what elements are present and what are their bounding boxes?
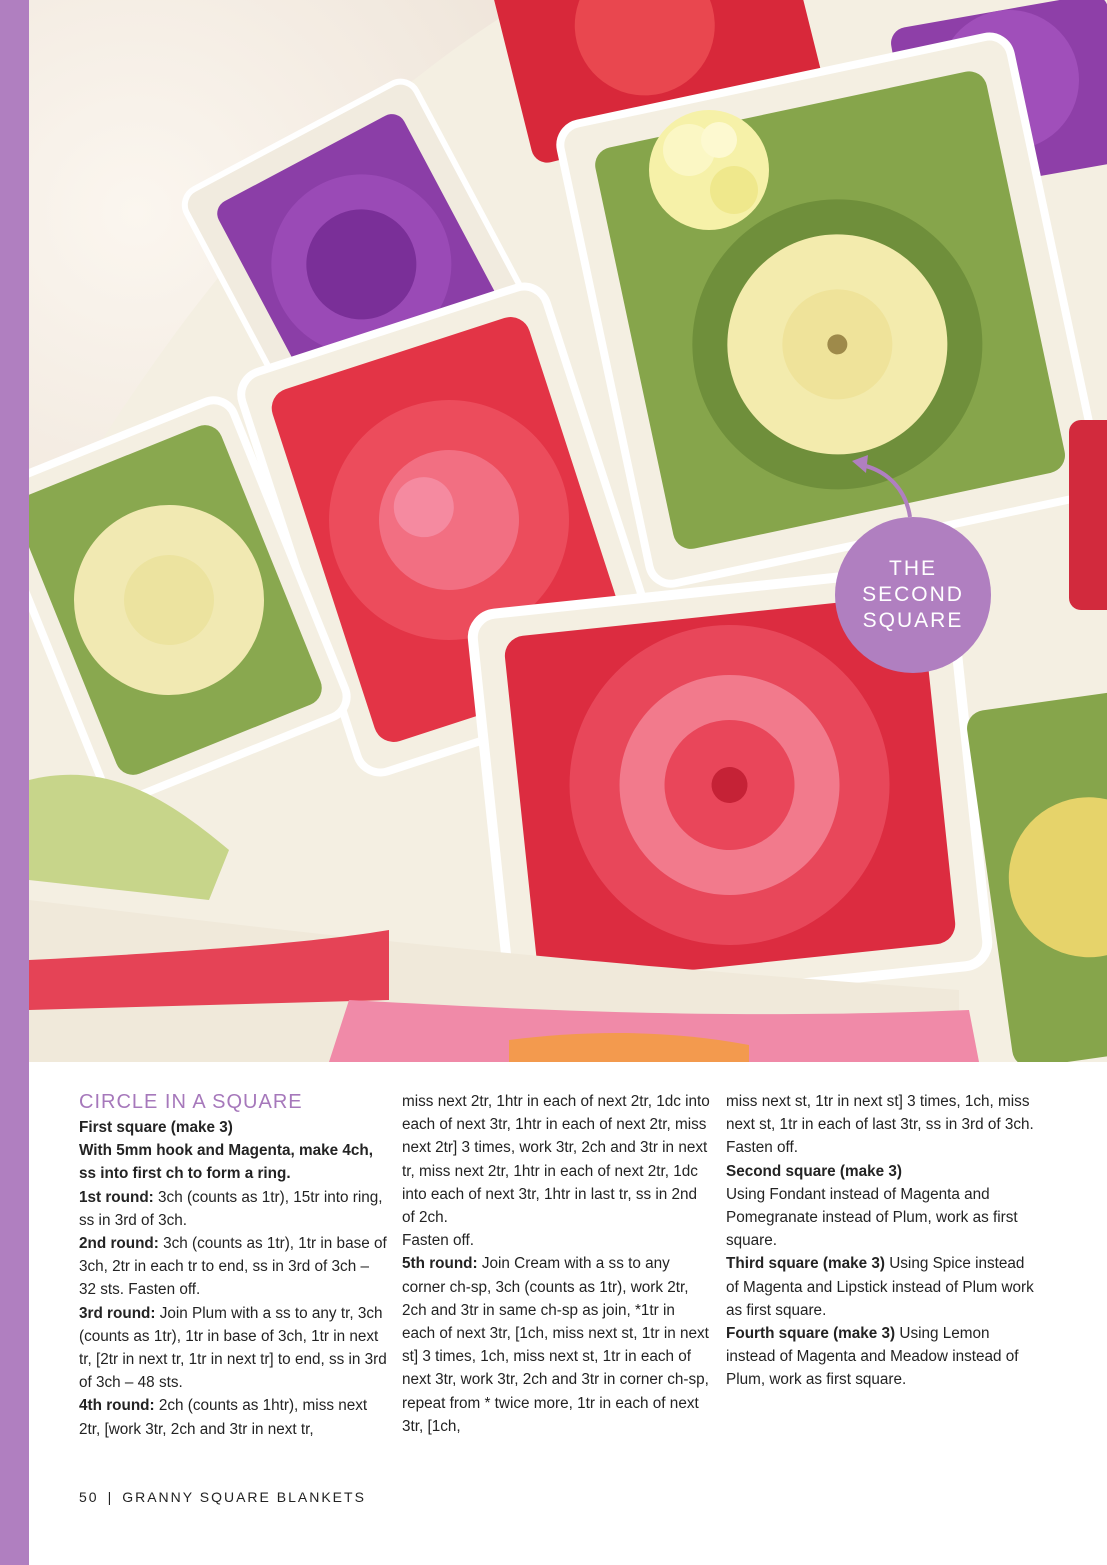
paragraph: 5th round: Join Cream with a ss to any corner ch-sp, 3ch (counts as 1tr), work 2tr, 2ch and 3tr in same ch-sp as join, *1tr in each of next 3tr, [1ch, miss next st, 1tr in next st] 3 times, 1ch, miss next st, 1tr in each of next 3tr, work 3tr, 2ch and 3tr in corner ch-sp, repeat from * twice more, 1tr in each of next 3tr, [1ch, bbox=[402, 1255, 709, 1435]
paragraph: Using Fondant instead of Magenta and Pomegranate instead of Plum, work as first square. bbox=[726, 1185, 1018, 1250]
footer-separator: | bbox=[107, 1489, 114, 1505]
paragraph: 3rd round: Join Plum with a ss to any tr, 3ch (counts as 1tr), 1tr in base of 3ch, 1tr in next tr, [2tr in next tr, 1tr in next tr] to end, ss in 3rd of 3ch – 48 sts. bbox=[79, 1304, 387, 1392]
paragraph: Fasten off. bbox=[402, 1232, 474, 1250]
paragraph: Second square (make 3) bbox=[726, 1162, 902, 1180]
paragraph: 1st round: 3ch (counts as 1tr), 15tr into ring, ss in 3rd of 3ch. bbox=[79, 1188, 383, 1229]
side-color-bar bbox=[0, 0, 29, 1565]
paragraph: miss next st, 1tr in next st] 3 times, 1ch, miss next st, 1tr in each of last 3tr, ss in 3rd of 3ch. bbox=[726, 1093, 1034, 1134]
callout-line: SECOND bbox=[862, 583, 964, 606]
curved-arrow-icon bbox=[840, 445, 930, 525]
paragraph: Third square (make 3) Using Spice instead of Magenta and Lipstick instead of Plum work as first square. bbox=[726, 1255, 1034, 1319]
page-footer bbox=[79, 1489, 366, 1505]
text-column-2 bbox=[402, 1090, 712, 1438]
paragraph: With 5mm hook and Magenta, make 4ch, ss into first ch to form a ring. bbox=[79, 1142, 373, 1183]
text-column-1 bbox=[79, 1090, 389, 1441]
publication-title: GRANNY SQUARE BLANKETS bbox=[122, 1489, 366, 1505]
callout-line: SQUARE bbox=[862, 609, 964, 632]
section-heading: CIRCLE IN A SQUARE bbox=[79, 1091, 303, 1113]
paragraph: Fourth square (make 3) Using Lemon instead of Magenta and Meadow instead of Plum, work as first square. bbox=[726, 1325, 1019, 1389]
text-column-3 bbox=[726, 1090, 1036, 1392]
paragraph: miss next 2tr, 1htr in each of next 2tr, 1dc into each of next 3tr, 1htr in each of next 2tr, miss next 2tr] 3 times, work 3tr, 2ch and 3tr in next tr, miss next 2tr, 1htr in each of next 2tr, 1dc into each of next 3tr, 1htr in last tr, ss in 2nd of 2ch. bbox=[402, 1093, 710, 1227]
paragraph: 4th round: 2ch (counts as 1htr), miss next 2tr, [work 3tr, 2ch and 3tr in next tr, bbox=[79, 1397, 368, 1438]
paragraph: Fasten off. bbox=[726, 1139, 798, 1157]
callout-line: THE bbox=[889, 557, 937, 580]
paragraph: 2nd round: 3ch (counts as 1tr), 1tr in base of 3ch, 2tr in each tr to end, ss in 3rd of 3ch – 32 sts. Fasten off. bbox=[79, 1235, 387, 1299]
second-square-callout bbox=[835, 517, 991, 673]
paragraph: First square (make 3) bbox=[79, 1119, 233, 1136]
page-number: 50 bbox=[79, 1489, 99, 1505]
